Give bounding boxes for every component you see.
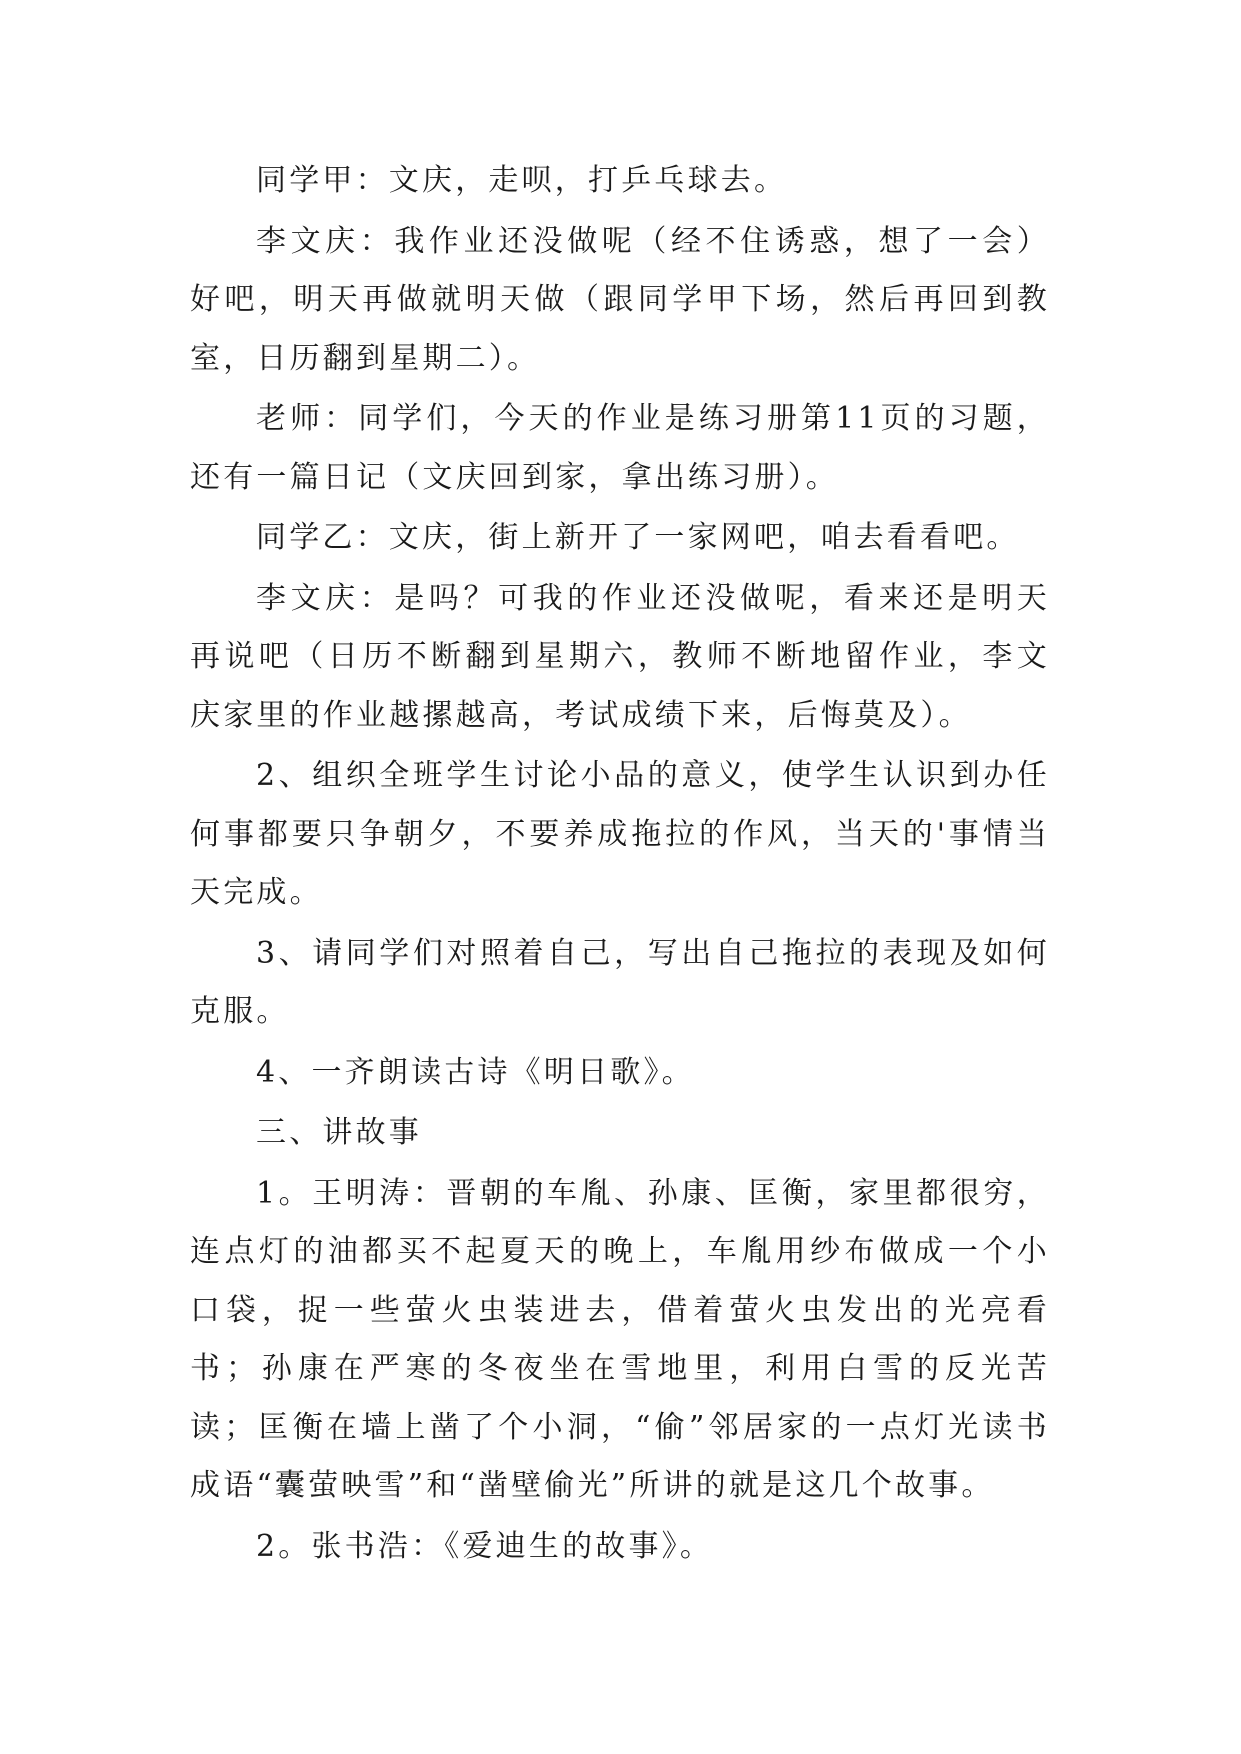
story-1-paragraph: 1。王明涛：晋朝的车胤、孙康、匡衡，家里都很穷，连点灯的油都买不起夏天的晚上，车胤用纱布做成一个小口袋，捉一些萤火虫装进去，借着萤火虫发出的光亮看书；孙康在严寒的冬夜坐在雪地里，利用白雪的反光苦读；匡衡在墙上凿了个小洞，“偷”邻居家的一点灯光读书成语“囊萤映雪”和“凿壁偷光”所讲的就是这几个故事。 [190,1175,1050,1503]
dialogue-li-wenqing-2: 李文庆：是吗？可我的作业还没做呢，看来还是明天再说吧（日历不断翻到星期六，教师不断地留作业，李文庆家里的作业越摞越高，考试成绩下来，后悔莫及）。 [190,580,1050,733]
dialogue-teacher: 老师：同学们，今天的作业是练习册第11页的习题，还有一篇日记（文庆回到家，拿出练习册）。 [190,401,1050,495]
step-2-paragraph: 2、组织全班学生讨论小品的意义，使学生认识到办任何事都要只争朝夕，不要养成拖拉的作风，当天的'事情当天完成。 [190,758,1050,910]
dialogue-classmate-a: 同学甲：文庆，走呗，打乒乓球去。 [256,163,788,198]
section-heading-storytelling: 三、讲故事 [256,1115,422,1150]
document-body [190,152,1050,1578]
story-2-paragraph: 2。张书浩：《爱迪生的故事》。 [256,1528,714,1564]
dialogue-classmate-b: 同学乙：文庆，街上新开了一家网吧，咱去看看吧。 [256,520,1020,555]
step-3-paragraph: 3、请同学们对照着自己，写出自己拖拉的表现及如何克服。 [190,935,1050,1029]
dialogue-li-wenqing-1: 李文庆：我作业还没做呢（经不住诱惑，想了一会）好吧，明天再做就明天做（跟同学甲下场，然后再回到教室，日历翻到星期二）。 [190,223,1050,376]
step-4-paragraph: 4、一齐朗读古诗《明日歌》。 [256,1054,695,1090]
